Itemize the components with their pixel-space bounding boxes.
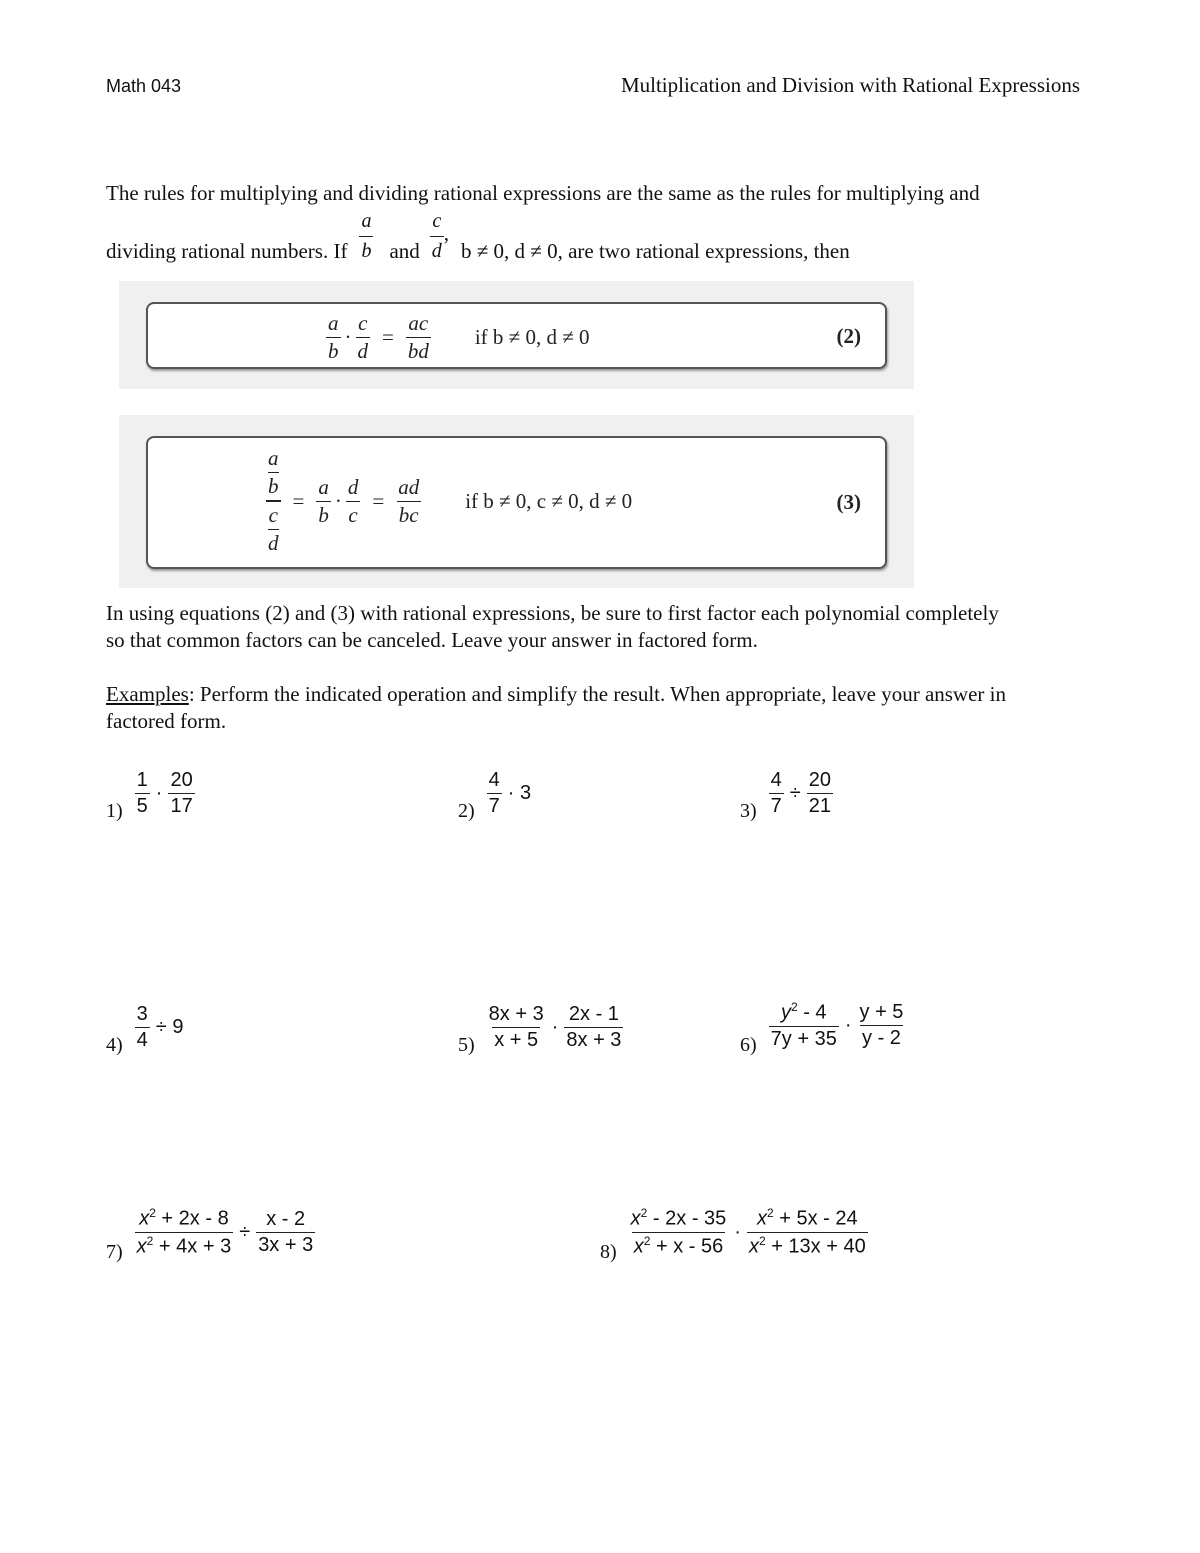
problem-3 <box>740 764 833 823</box>
fraction-denominator: b <box>359 236 373 265</box>
numerator: 4 <box>488 769 500 791</box>
operator: ÷ 9 <box>155 1016 184 1038</box>
eq3-a: a <box>318 474 329 499</box>
denominator: 7 <box>488 795 500 817</box>
problem-label: 5) <box>458 1034 475 1056</box>
numerator: 20 <box>170 769 193 791</box>
problem-label: 6) <box>740 1034 757 1056</box>
eq2-b: b <box>328 339 339 363</box>
equals-sign: = <box>372 488 385 513</box>
intro-line-2 <box>106 208 850 265</box>
denominator: y - 2 <box>862 1027 901 1049</box>
eq3-ad: ad <box>398 474 420 499</box>
intro-line-1: The rules for multiplying and dividing rational expressions are the same as the rules for multiplying and <box>106 181 980 205</box>
eq3-condition: if b ≠ 0, c ≠ 0, d ≠ 0 <box>465 488 633 513</box>
variable: y <box>780 1001 791 1024</box>
numerator-rest: - 2x - 35 <box>647 1208 727 1230</box>
numerator: y + 5 <box>859 1001 904 1023</box>
exponent: 2 <box>643 1234 651 1248</box>
eq2-d: d <box>357 339 368 363</box>
problem-8 <box>600 1201 868 1264</box>
eq3-b: b <box>318 502 329 527</box>
equals-sign: = <box>292 488 305 513</box>
exponent: 2 <box>767 1206 774 1221</box>
operator: ÷ <box>239 1221 251 1243</box>
problem-label: 8) <box>600 1241 617 1263</box>
operator: · <box>734 1221 741 1243</box>
problem-4 <box>106 998 189 1057</box>
equals-sign: = <box>382 325 394 349</box>
operator: · 3 <box>507 782 532 804</box>
variable: x <box>630 1208 641 1230</box>
numerator: 1 <box>136 769 148 791</box>
denominator-rest: + 4x + 3 <box>153 1235 232 1258</box>
fraction-numerator: c <box>432 210 442 232</box>
equation-3-number: (3) <box>836 490 861 514</box>
complex-fraction <box>266 446 281 556</box>
exponent: 2 <box>790 1000 798 1015</box>
denominator: 7y + 35 <box>770 1027 837 1050</box>
course-label: Math 043 <box>106 76 182 96</box>
and-word: and <box>389 239 420 263</box>
eq3-top-a: a <box>268 446 279 470</box>
problem-5 <box>458 998 623 1057</box>
denominator: 4 <box>136 1029 148 1051</box>
numerator-rest: - 4 <box>797 1001 827 1024</box>
operator: · <box>155 782 163 804</box>
problem-label: 2) <box>458 800 475 822</box>
problem-label: 4) <box>106 1034 123 1056</box>
problem-7 <box>106 1201 315 1264</box>
problem-label: 1) <box>106 800 123 822</box>
equation-3-panel <box>119 415 914 588</box>
eq2-a: a <box>328 311 339 335</box>
equation-2-box <box>146 302 887 369</box>
eq3-bot-c: c <box>268 503 278 527</box>
numerator: 8x + 3 <box>488 1003 544 1025</box>
page-title: Multiplication and Division with Rational Expressions <box>620 73 1080 97</box>
eq2-condition: if b ≠ 0, d ≠ 0 <box>474 325 590 349</box>
eq3-bc: bc <box>398 502 419 527</box>
exponent: 2 <box>758 1234 766 1248</box>
eq3-top-b: b <box>268 474 279 498</box>
equation-2-panel <box>119 281 914 389</box>
eq2-c: c <box>358 311 368 335</box>
operator: · <box>551 1016 559 1038</box>
denominator: 5 <box>136 795 148 817</box>
numerator: 4 <box>770 769 782 791</box>
dot-operator: · <box>344 325 352 349</box>
eq3-c: c <box>348 502 358 527</box>
numerator: 2x - 1 <box>568 1003 619 1025</box>
problem-1 <box>106 764 195 823</box>
problem-6 <box>740 994 905 1057</box>
note-line-1: In using equations (2) and (3) with rational expressions, be sure to first factor each polynomial completely <box>106 601 999 625</box>
denominator-rest: + 13x + 40 <box>765 1235 866 1258</box>
intro-text: dividing rational numbers. If <box>106 239 348 263</box>
examples-line-1 <box>106 681 1006 708</box>
fraction-numerator: a <box>361 210 372 232</box>
equation-3-formula <box>266 446 632 556</box>
variable: x <box>136 1235 147 1258</box>
exponent: 2 <box>640 1206 648 1221</box>
numerator: 20 <box>808 769 832 791</box>
exponent: 2 <box>149 1206 156 1221</box>
fraction-c-over-d <box>430 208 444 265</box>
fraction-denominator: d <box>430 236 444 265</box>
problem-label: 3) <box>740 800 757 822</box>
numerator: 3 <box>136 1003 148 1025</box>
denominator: 7 <box>770 795 782 817</box>
examples-line-2: factored form. <box>106 709 227 733</box>
numerator-rest: + 5x - 24 <box>773 1208 858 1230</box>
problem-label: 7) <box>106 1241 123 1263</box>
eq3-d: d <box>347 474 359 499</box>
eq2-ac: ac <box>408 311 429 335</box>
equation-2-formula <box>326 311 589 364</box>
exponent: 2 <box>146 1234 154 1248</box>
note-line-2: so that common factors can be canceled. Leave your answer in factored form. <box>106 628 758 652</box>
examples-instruction: : Perform the indicated operation and simplify the result. When appropriate, leave your answer in <box>188 682 1006 706</box>
denominator: x + 5 <box>494 1029 539 1051</box>
comma: , <box>443 221 450 245</box>
variable: x <box>633 1235 644 1258</box>
intro-condition: b ≠ 0, d ≠ 0, are two rational expressions, then <box>461 239 850 263</box>
denominator: 17 <box>170 795 193 817</box>
eq3-bot-d: d <box>268 531 279 555</box>
equation-3-box <box>146 436 887 569</box>
equation-2-number: (2) <box>836 324 861 348</box>
denominator: 3x + 3 <box>258 1234 314 1256</box>
denominator-rest: + x - 56 <box>650 1235 724 1258</box>
numerator: x - 2 <box>266 1208 306 1230</box>
examples-heading: Examples <box>106 682 189 706</box>
variable: x <box>757 1208 768 1230</box>
operator: ÷ <box>789 782 801 804</box>
denominator: 8x + 3 <box>566 1029 622 1051</box>
variable: x <box>748 1235 759 1258</box>
numerator-rest: + 2x - 8 <box>155 1208 229 1230</box>
eq2-bd: bd <box>407 339 429 363</box>
operator: · <box>844 1014 852 1036</box>
dot-operator: · <box>334 488 342 513</box>
denominator: 21 <box>808 795 832 817</box>
variable: x <box>139 1208 150 1230</box>
fraction-a-over-b <box>359 208 373 265</box>
problem-2 <box>458 764 537 823</box>
